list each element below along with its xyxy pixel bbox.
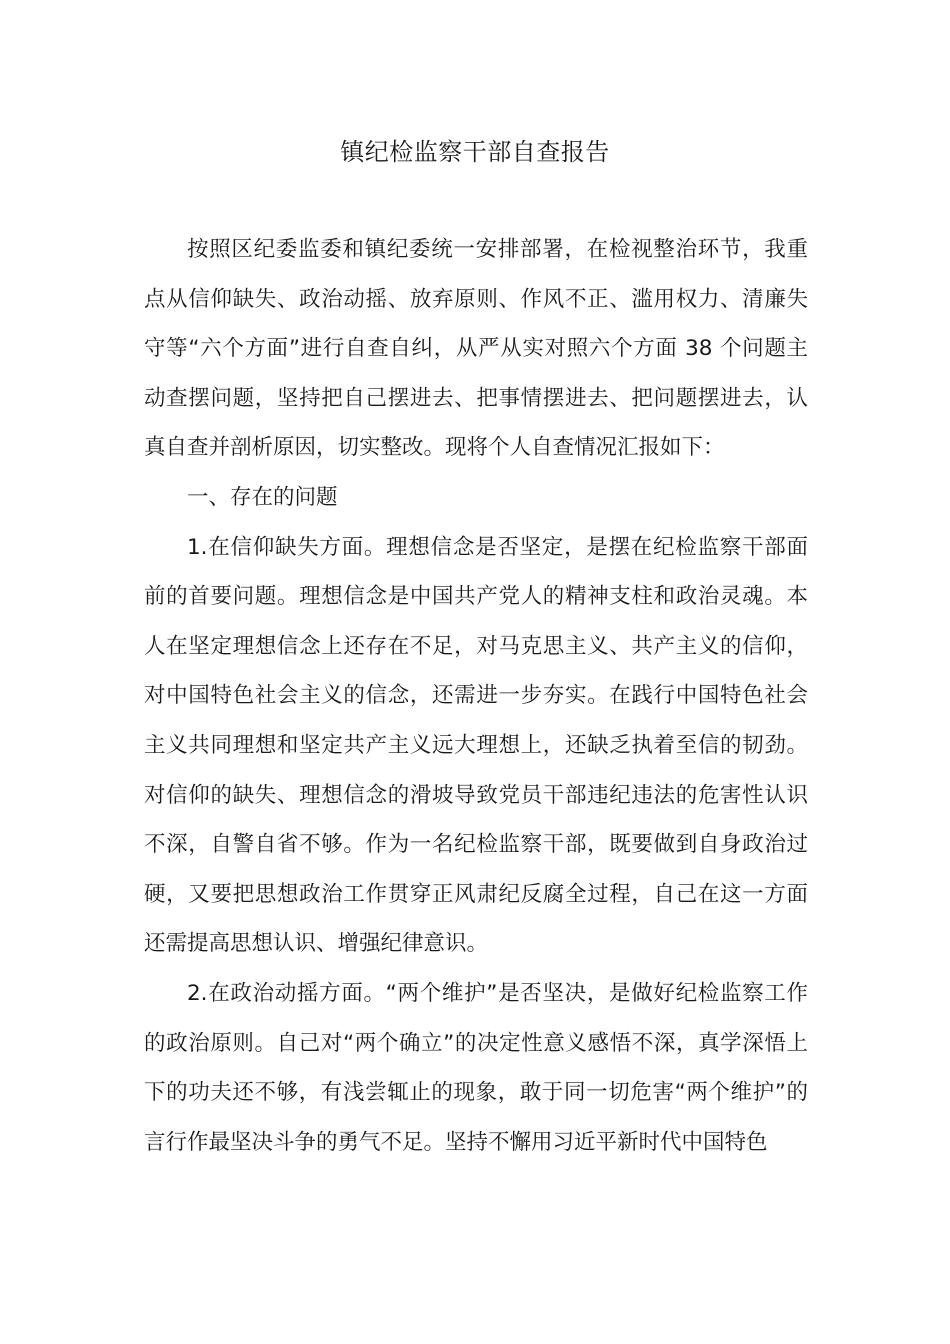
intro-paragraph: 按照区纪委监委和镇纪委统一安排部署，在检视整治环节，我重点从信仰缺失、政治动摇、放弃原则、作风不正、滥用权力、清廉失守等“六个方面”进行自查自纠，从严从实对照六个方面 38 个问题主动查摆问题，坚持把自己摆进去、把事情摆进去、把问题摆进去，认真自查并剖析原因，切实整改。现将个人自查情况汇报如下： (144, 237, 808, 461)
item-paragraph-2: 2.在政治动摇方面。“两个维护”是否坚决，是做好纪检监察工作的政治原则。自己对“两个确立”的决定性意义感悟不深，真学深悟上下的功夫还不够，有浅尝辄止的现象，敢于同一切危害“两个维护”的言行作最坚决斗争的勇气不足。坚持不懈用习近平新时代中国特色 (144, 980, 808, 1155)
document-body (144, 225, 808, 1167)
document-title: 镇纪检监察干部自查报告 (340, 138, 610, 166)
item-paragraph-1: 1.在信仰缺失方面。理想信念是否坚定，是摆在纪检监察干部面前的首要问题。理想信念是中国共产党人的精神支柱和政治灵魂。本人在坚定理想信念上还存在不足，对马克思主义、共产主义的信仰，对中国特色社会主义的信念，还需进一步夯实。在践行中国特色社会主义共同理想和坚定共产主义远大理想上，还缺乏执着至信的韧劲。对信仰的缺失、理想信念的滑坡导致党员干部违纪违法的危害性认识不深，自警自省不够。作为一名纪检监察干部，既要做到自身政治过硬，又要把思想政治工作贯穿正风肃纪反腐全过程，自己在这一方面还需提高思想认识、增强纪律意识。 (144, 534, 808, 957)
section-heading: 一、存在的问题 (187, 484, 338, 510)
